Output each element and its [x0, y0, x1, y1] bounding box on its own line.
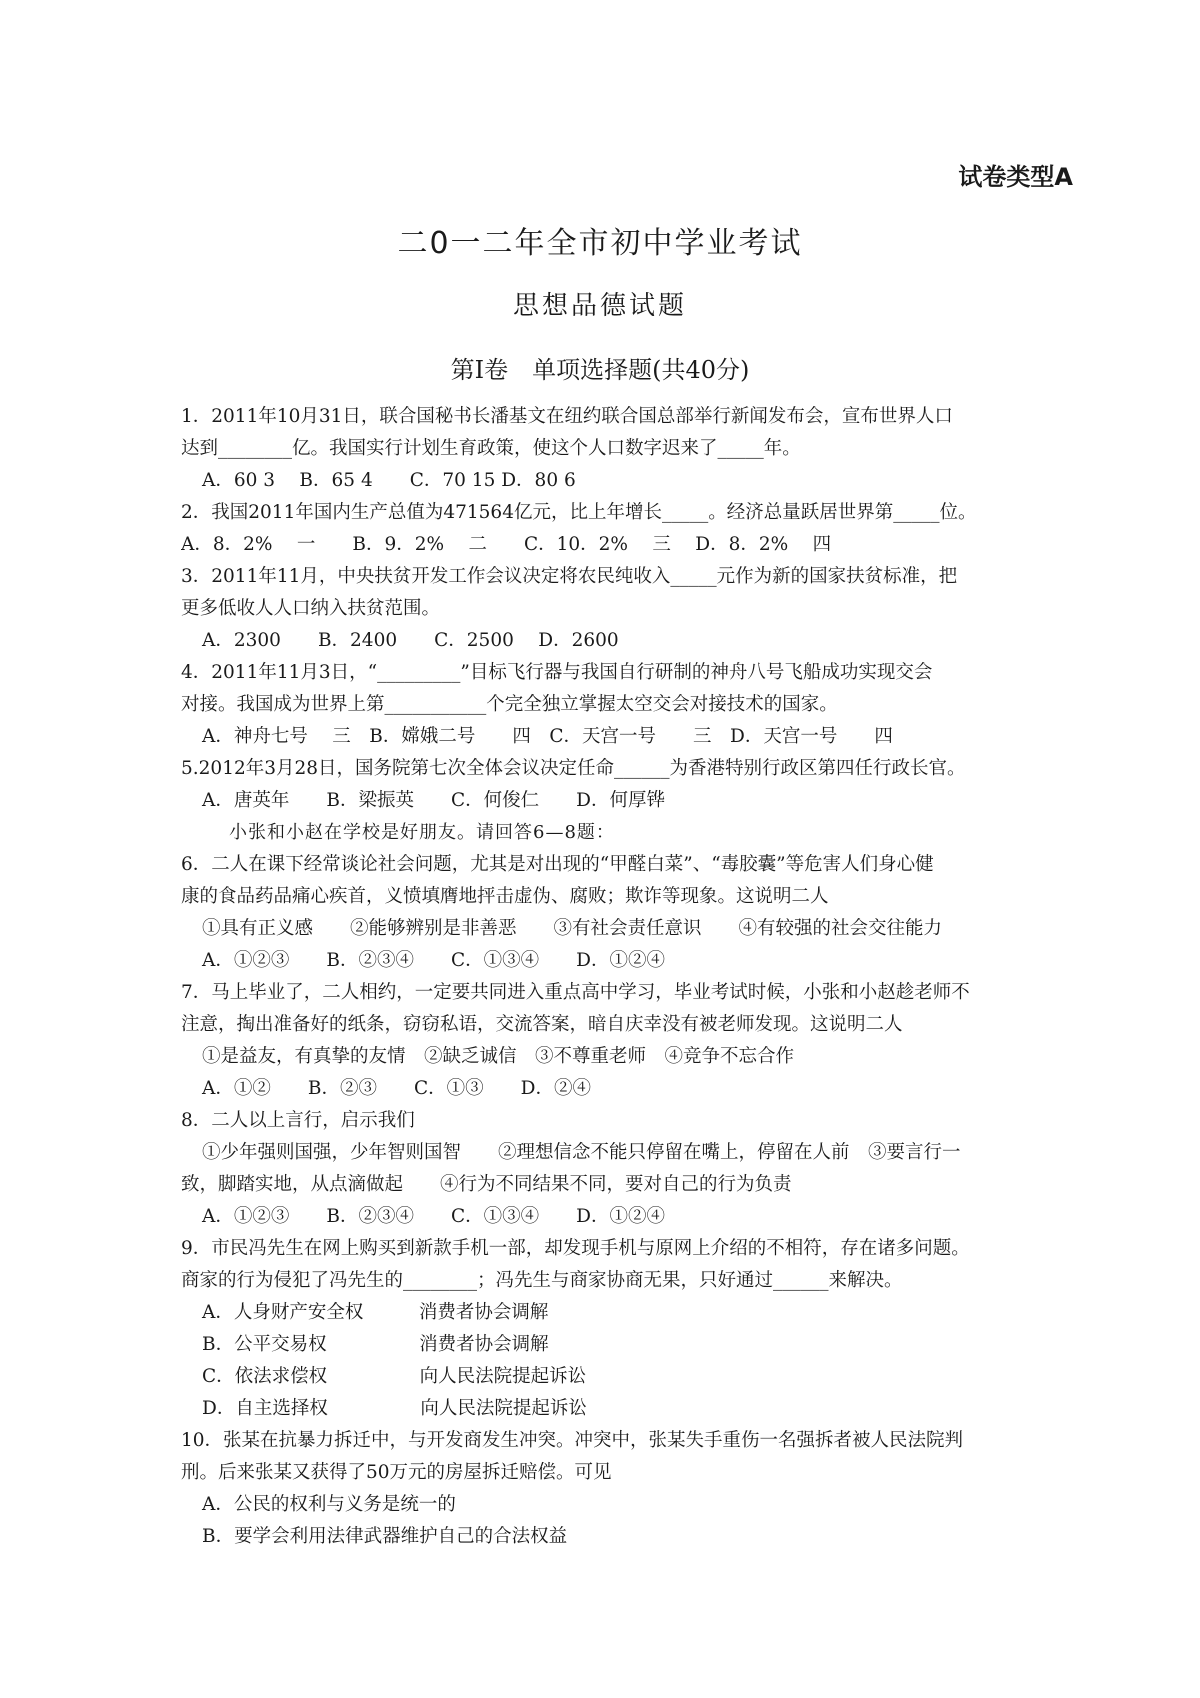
q4-stem-line-2: 对接。我国成为世界上第___________个完全独立掌握太空交会对接技术的国家。 [181, 694, 838, 715]
q10-stem-line-1: 10．张某在抗暴力拆迁中，与开发商发生冲突。冲突中，张某失手重伤一名强拆者被人民法院判 [181, 1430, 964, 1451]
q10-option-a: A．公民的权利与义务是统一的 [202, 1494, 456, 1515]
q9-option-d: D．自主选择权 向人民法院提起诉讼 [202, 1398, 587, 1419]
q9-option-b: B．公平交易权 消费者协会调解 [202, 1334, 549, 1355]
q4-options: A．神舟七号 三 B．嫦娥二号 四 C．天宫一号 三 D．天宫一号 四 [202, 726, 893, 747]
q7-stem-line-1: 7．马上毕业了，二人相约，一定要共同进入重点高中学习，毕业考试时候，小张和小赵趁老师不 [181, 982, 970, 1003]
q3-stem-line-1: 3．2011年11月，中央扶贫开发工作会议决定将农民纯收入_____元作为新的国家扶贫标准，把 [181, 566, 958, 587]
q1-options: A．60 3 B．65 4 C．70 15 D．80 6 [202, 470, 576, 491]
question-list [181, 401, 1071, 1553]
paper-type-label: 试卷类型A [958, 163, 1073, 191]
q4-stem-line-1: 4．2011年11月3日，“_________”目标飞行器与我国自行研制的神舟八号飞船成功实现交会 [181, 662, 933, 683]
q6-options: A．①②③ B．②③④ C．①③④ D．①②④ [202, 950, 665, 971]
q5-stem: 5.2012年3月28日，国务院第七次全体会议决定任命______为香港特别行政区第四任行政长官。 [181, 758, 966, 779]
q1-stem-line-1: 1．2011年10月31日，联合国秘书长潘基文在纽约联合国总部举行新闻发布会，宣布世界人口 [181, 406, 953, 427]
q8-statements-line-2: 致，脚踏实地，从点滴做起 ④行为不同结果不同，要对自己的行为负责 [181, 1174, 792, 1195]
q7-statements: ①是益友，有真挚的友情 ②缺乏诚信 ③不尊重老师 ④竞争不忘合作 [202, 1046, 795, 1067]
q6-statements: ①具有正义感 ②能够辨别是非善恶 ③有社会责任意识 ④有较强的社会交往能力 [202, 918, 943, 939]
q6-stem-line-2: 康的食品药品痛心疾首，义愤填膺地抨击虚伪、腐败；欺诈等现象。这说明二人 [181, 886, 829, 907]
q3-options: A．2300 B．2400 C．2500 D．2600 [202, 630, 619, 651]
q10-stem-line-2: 刑。后来张某又获得了50万元的房屋拆迁赔偿。可见 [181, 1462, 612, 1483]
q9-option-a: A．人身财产安全权 消费者协会调解 [202, 1302, 549, 1323]
q2-stem: 2．我国2011年国内生产总值为471564亿元，比上年增长_____。经济总量跃居世界第_____位。 [181, 502, 977, 523]
q8-options: A．①②③ B．②③④ C．①③④ D．①②④ [202, 1206, 665, 1227]
exam-title: 二0一二年全市初中学业考试 [397, 226, 803, 261]
q9-option-c: C．依法求偿权 向人民法院提起诉讼 [202, 1366, 587, 1387]
q9-stem-line-2: 商家的行为侵犯了冯先生的________；冯先生与商家协商无果，只好通过______来解决。 [181, 1270, 903, 1291]
exam-subject: 思想品德试题 [512, 291, 687, 321]
q8-stem: 8．二人以上言行，启示我们 [181, 1110, 415, 1131]
q6-8-intro: 小张和小赵在学校是好朋友。请回答6—8题： [229, 822, 615, 843]
q7-options: A．①② B．②③ C．①③ D．②④ [202, 1078, 591, 1099]
q7-stem-line-2: 注意，掏出准备好的纸条，窃窃私语，交流答案，暗自庆幸没有被老师发现。这说明二人 [181, 1014, 903, 1035]
q3-stem-line-2: 更多低收人人口纳入扶贫范围。 [181, 598, 441, 619]
q10-option-b: B．要学会利用法律武器维护自己的合法权益 [202, 1526, 568, 1547]
section-heading: 第Ⅰ卷 单项选择题(共40分) [450, 356, 750, 384]
q9-stem-line-1: 9．市民冯先生在网上购买到新款手机一部，却发现手机与原网上介绍的不相符，存在诸多问题。 [181, 1238, 970, 1259]
q1-stem-line-2: 达到________亿。我国实行计划生育政策，使这个人口数字迟来了_____年。 [181, 438, 801, 459]
q2-options: A．8．2% 一 B．9．2% 二 C．10．2% 三 D．8．2% 四 [181, 534, 832, 555]
q5-options: A．唐英年 B．梁振英 C．何俊仁 D．何厚铧 [202, 790, 665, 811]
q8-statements-line-1: ①少年强则国强，少年智则国智 ②理想信念不能只停留在嘴上，停留在人前 ③要言行一 [202, 1142, 961, 1163]
q6-stem-line-1: 6．二人在课下经常谈论社会问题，尤其是对出现的“甲醛白菜”、“毒胶囊”等危害人们身心健 [181, 854, 934, 875]
